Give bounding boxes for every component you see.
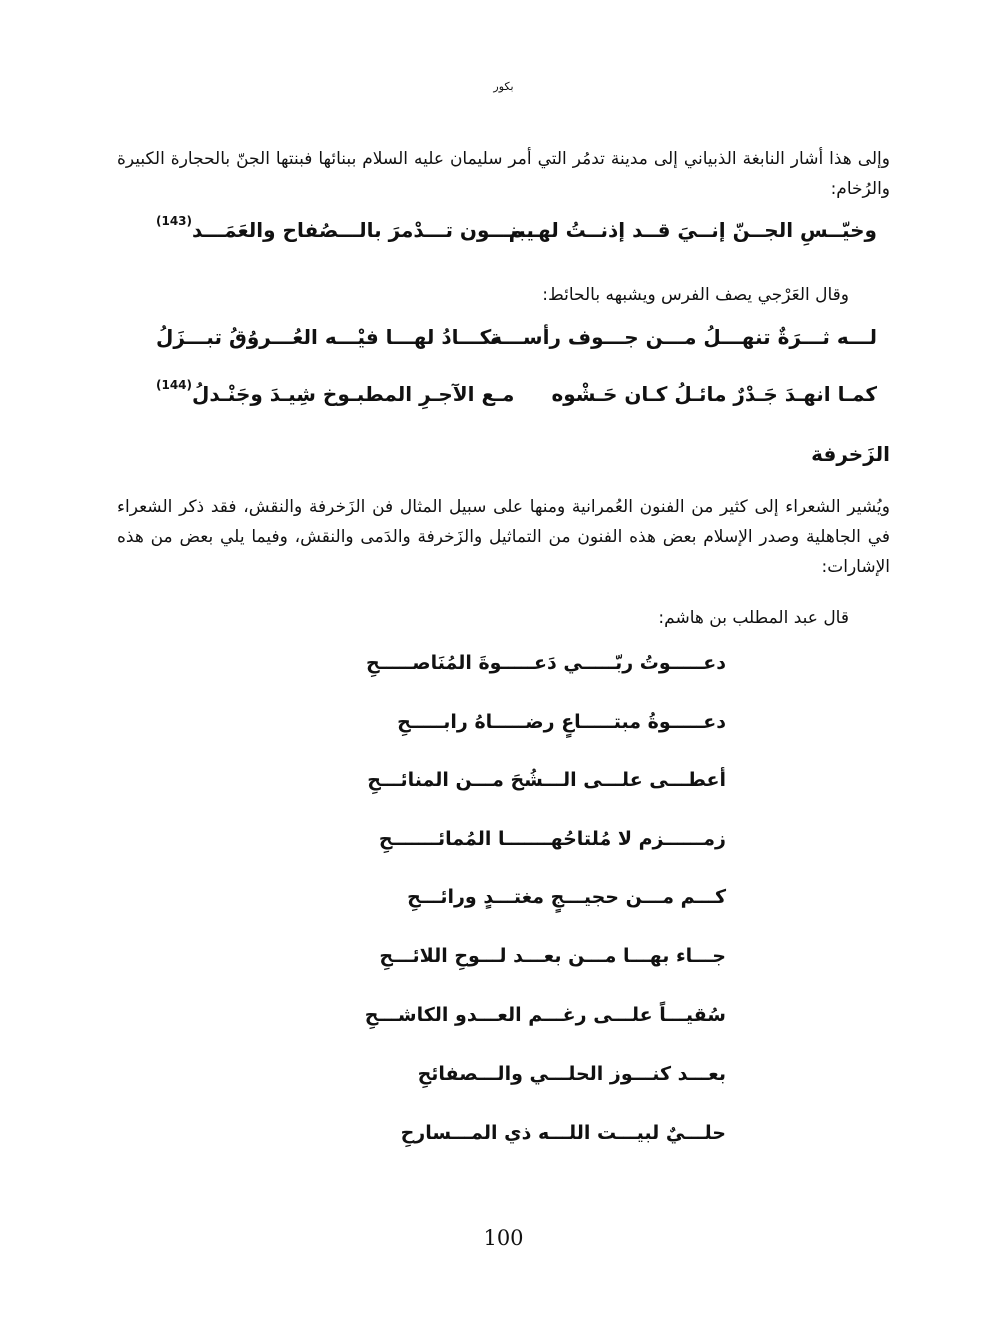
page-number: 100	[483, 1226, 524, 1250]
verse3-left-text: مـع الآجـرِ المطبـوخ شِيـدَ وجَنْـدلُ	[192, 382, 515, 406]
poem-line: زمــــــزم لا مُلتاحُهـــــــا المُمائـــــــحِ	[378, 828, 726, 850]
verse3-left-hemistich	[156, 378, 515, 406]
poem-line: أعطـــى علـــى الـــشُحَ مـــن المنائـــحِ	[367, 769, 726, 791]
paragraph-nabigha-intro: وإلى هذا أشار النابغة الذبياني إلى مدينة تدمُر التي أمر سليمان عليه السلام ببنائها فبنتها الجنّ بالحجارة الكبيرة والرُخام:	[117, 149, 890, 199]
verse3-right-hemistich: كمـا انهـدَ جَـدْرٌ مائـلُ كـان حَـشْوه	[551, 382, 877, 406]
poem-line: دعـــــوةُ مبتـــــاعٍ رضـــــاهُ رابـــــحِ	[397, 711, 726, 733]
poem-line: سُقيـــاً علـــى رغـــم العـــدو الكاشـــحِ	[364, 1004, 726, 1026]
verse2-right-hemistich: لـــه ثـــرَةٌ تنهـــلُ مـــن جـــوف رأســـه	[490, 325, 877, 349]
verse1-right-hemistich: وخيّــسِ الجــنّ إنــيَ قــد إذنــتُ لهــم	[508, 218, 877, 242]
footnote-ref-143: (143)	[156, 214, 193, 228]
poem-line: دعـــــوتُ ربّـــــي دَعـــــوةَ المُنَاصـــــحِ	[366, 652, 726, 674]
arji-intro: وقال العَرْجي يصف الفرس ويشبهه بالحائط:	[542, 285, 849, 305]
poem-line: حلـــيٌ لبيـــت اللـــه ذي المـــسارحِ	[400, 1122, 726, 1144]
verse1-left-text: يبنـــون تـــدْمرَ بالـــصُفاح والعَمَـــد	[192, 218, 534, 242]
verse1-left-hemistich	[156, 214, 534, 242]
poem-line: بعـــد كنـــوز الحلـــي والـــصفائحِ	[417, 1063, 726, 1085]
section-heading-zakhrafa: الزَخرفة	[811, 442, 890, 466]
poem-line: جـــاء بهـــا مـــن بعـــد لـــوحِ اللائـــحِ	[379, 945, 726, 967]
running-header: بكور	[493, 80, 514, 93]
poem-line: كـــم مـــن حجيـــجٍ مغتـــدٍ ورائـــحِ	[407, 886, 726, 908]
paragraph-decoration: ويُشير الشعراء إلى كثير من الفنون العُمرانية ومنها على سبيل المثال فن الزَخرفة والنقش، فقد ذكر الشعراء في الجاهلية وصدر الإسلام بعض هذه الفنون من التماثيل والزَخرفة والدَمى والنقش، وفيما يلي بعض من هذه الإشارات:	[117, 497, 890, 577]
verse2-left-hemistich: تكـــادُ لهـــا فيْـــه العُـــروُقُ تبـــزَلُ	[156, 325, 499, 349]
abd-al-muttalib-intro: قال عبد المطلب بن هاشم:	[658, 608, 849, 628]
footnote-ref-144: (144)	[156, 378, 193, 392]
